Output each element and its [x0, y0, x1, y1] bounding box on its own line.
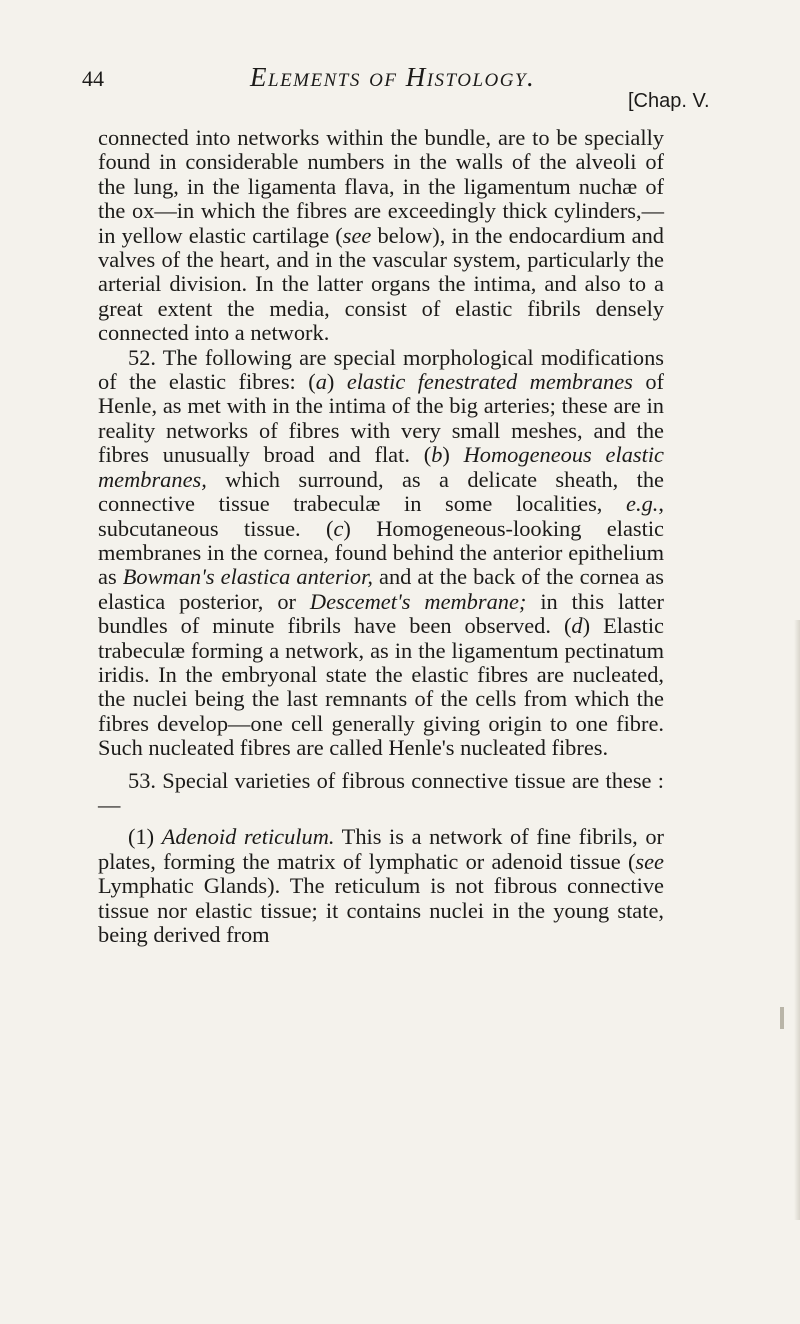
text-run: which surround, as a delicate sheath, the connective tissue trabeculæ in some localities,	[98, 466, 664, 517]
text-run: )	[442, 442, 464, 468]
text-run: connected into networks within the bundle, are to be specially found in considerable numbers in the walls of the alveoli of the lung, in the ligamenta flava, in the ligamentum nuchæ of the ox—in which the fibres are exceedingly thick cylinders,—in yellow elastic cartilage (	[98, 125, 664, 248]
italic-run: Adenoid reticulum.	[161, 824, 335, 850]
italic-run: Homogeneous elastic membranes,	[98, 442, 664, 492]
page-number: 44	[82, 66, 104, 91]
body-text	[98, 126, 664, 947]
italic-run: elastic fenestrated membranes	[346, 369, 633, 395]
running-title-of: of	[360, 62, 406, 92]
text-run: ) Elastic trabeculæ forming a network, as in the ligamentum pectinatum iridis. In the embryonal state the elastic fibres are nucleated, the nuclei being the last remnants of the cells from which the fibres develop—one cell generally giving origin to one fibre. Such nucleated fibres are called Henle's nucleated fibres.	[98, 613, 664, 761]
italic-run: see	[342, 222, 372, 248]
running-title-initial-1: E	[250, 62, 268, 92]
page-edge-mark	[780, 1007, 784, 1029]
italic-run: Descemet's membrane;	[309, 588, 527, 614]
paragraph-continuation	[98, 126, 664, 346]
text-run: Lymphatic Glands). The reticulum is not fibrous connective tissue nor elastic tissue; it contains nuclei in the young state, being derived from	[98, 873, 664, 947]
running-title-word-1: lements	[268, 62, 361, 92]
page-header	[0, 62, 800, 112]
running-title-initial-2: H	[405, 62, 427, 92]
list-letter: b	[431, 442, 443, 468]
text-run: 53. Special varieties of fibrous connective tissue are these :—	[98, 767, 664, 817]
text-run: , subcutaneous tissue. (	[98, 491, 664, 541]
page-gutter-shadow	[794, 620, 800, 1220]
italic-run: Bowman's elastica anterior,	[122, 564, 373, 590]
text-run: (1)	[128, 824, 162, 850]
italic-run: e.g.	[626, 491, 659, 517]
list-letter: a	[315, 369, 327, 395]
list-letter: d	[571, 613, 583, 639]
text-run: 52. The following are special morphological modifications of the elastic fibres: (	[98, 344, 664, 395]
paragraph-53	[98, 769, 664, 818]
text-run: and at the back of the cornea as elastica posterior, or	[98, 564, 664, 614]
running-title	[250, 62, 535, 93]
list-letter: c	[333, 515, 344, 541]
chapter-label: [Chap. V.	[628, 90, 710, 112]
running-title-word-2: istology.	[426, 62, 536, 92]
paragraph-adenoid-reticulum	[98, 825, 664, 947]
text-run: of Henle, as met with in the intima of the big arteries; these are in reality networks of fibres with very small meshes, and the fibres unusually broad and flat. (	[98, 369, 664, 468]
text-run: below), in the endocardium and valves of the heart, and in the vascular system, particularly the arterial division. In the latter organs the intima, and also to a great extent the media, consist of elastic fibrils densely connected into a network.	[98, 222, 664, 346]
text-run: ) Homogeneous-looking elastic membranes in the cornea, found behind the anterior epithelium as	[98, 515, 664, 590]
text-run: This is a network of fine fibrils, or plates, forming the matrix of lymphatic or adenoid tissue (	[98, 824, 664, 874]
text-run: in this latter bundles of minute fibrils have been observed. (	[98, 588, 664, 639]
paragraph-52	[98, 346, 664, 761]
italic-run: see	[635, 848, 664, 874]
text-run: )	[326, 369, 347, 395]
